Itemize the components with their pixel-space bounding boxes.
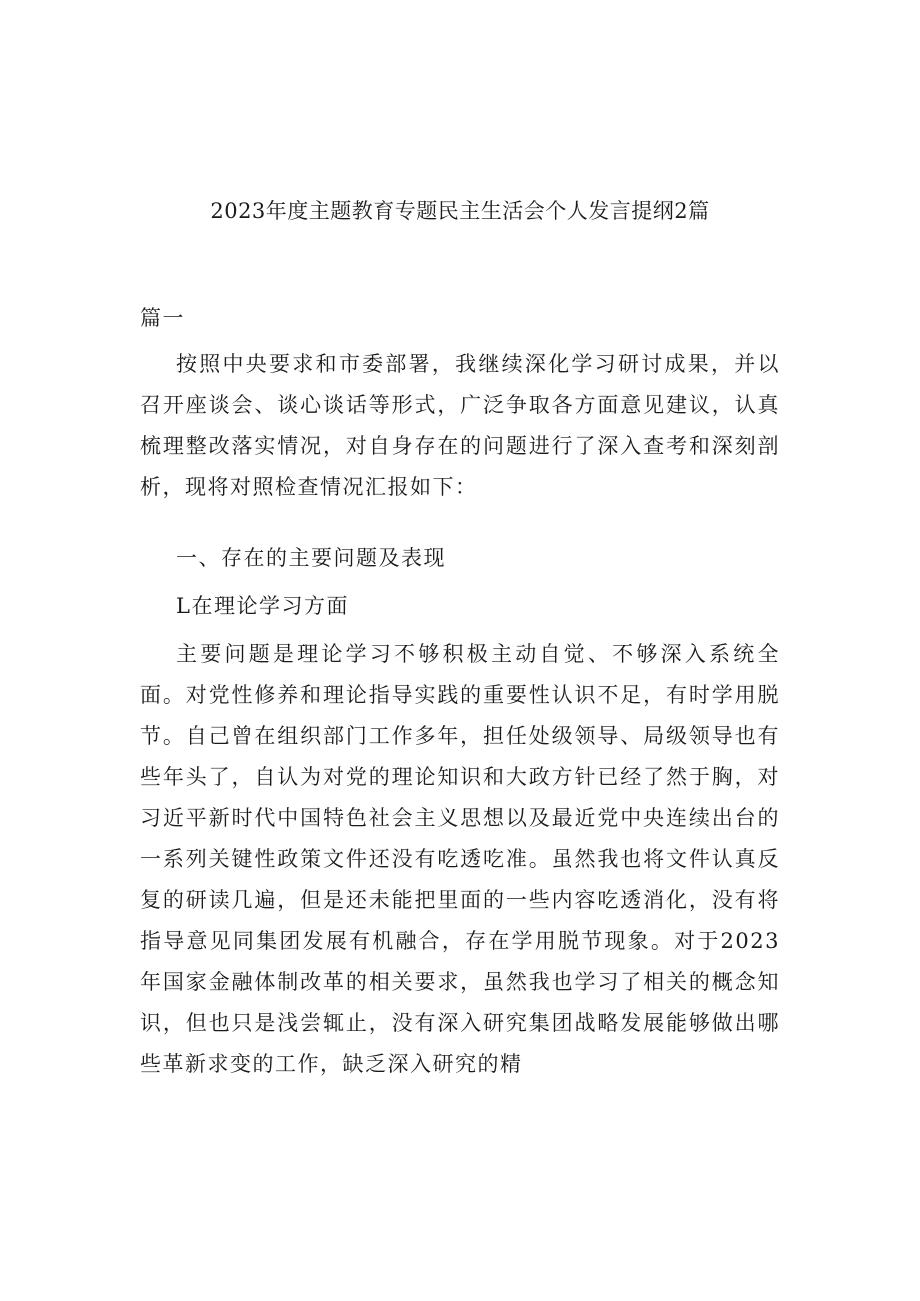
document-title: 2023年度主题教育专题民主生活会个人发言提纲2篇 [210,199,710,223]
section-label: 篇一 [140,306,185,330]
subsection-heading: L在理论学习方面 [176,594,349,618]
body-paragraph: 主要问题是理论学习不够积极主动自觉、不够深入系统全面。对党性修养和理论指导实践的重要性认识不足，有时学用脱节。自己曾在组织部门工作多年，担任处级领导、局级领导也有些年头了，自认为对党的理论知识和大政方针已经了然于胸，对习近平新时代中国特色社会主义思想以及最近党中央连续出台的一系列关键性政策文件还没有吃透吃准。虽然我也将文件认真反复的研读几遍，但是还未能把里面的一些内容吃透消化，没有将指导意见同集团发展有机融合，存在学用脱节现象。对于2023年国家金融体制改革的相关要求，虽然我也学习了相关的概念知识，但也只是浅尝辄止，没有深入研究集团战略发展能够做出哪些革新求变的工作，缺乏深入研究的精 [140,642,780,1076]
section-heading: 一、存在的主要问题及表现 [176,546,446,570]
intro-paragraph: 按照中央要求和市委部署，我继续深化学习研讨成果，并以召开座谈会、谈心谈话等形式，广泛争取各方面意见建议，认真梳理整改落实情况，对自身存在的问题进行了深入查考和深刻剖析，现将对照检查情况汇报如下： [140,352,780,499]
